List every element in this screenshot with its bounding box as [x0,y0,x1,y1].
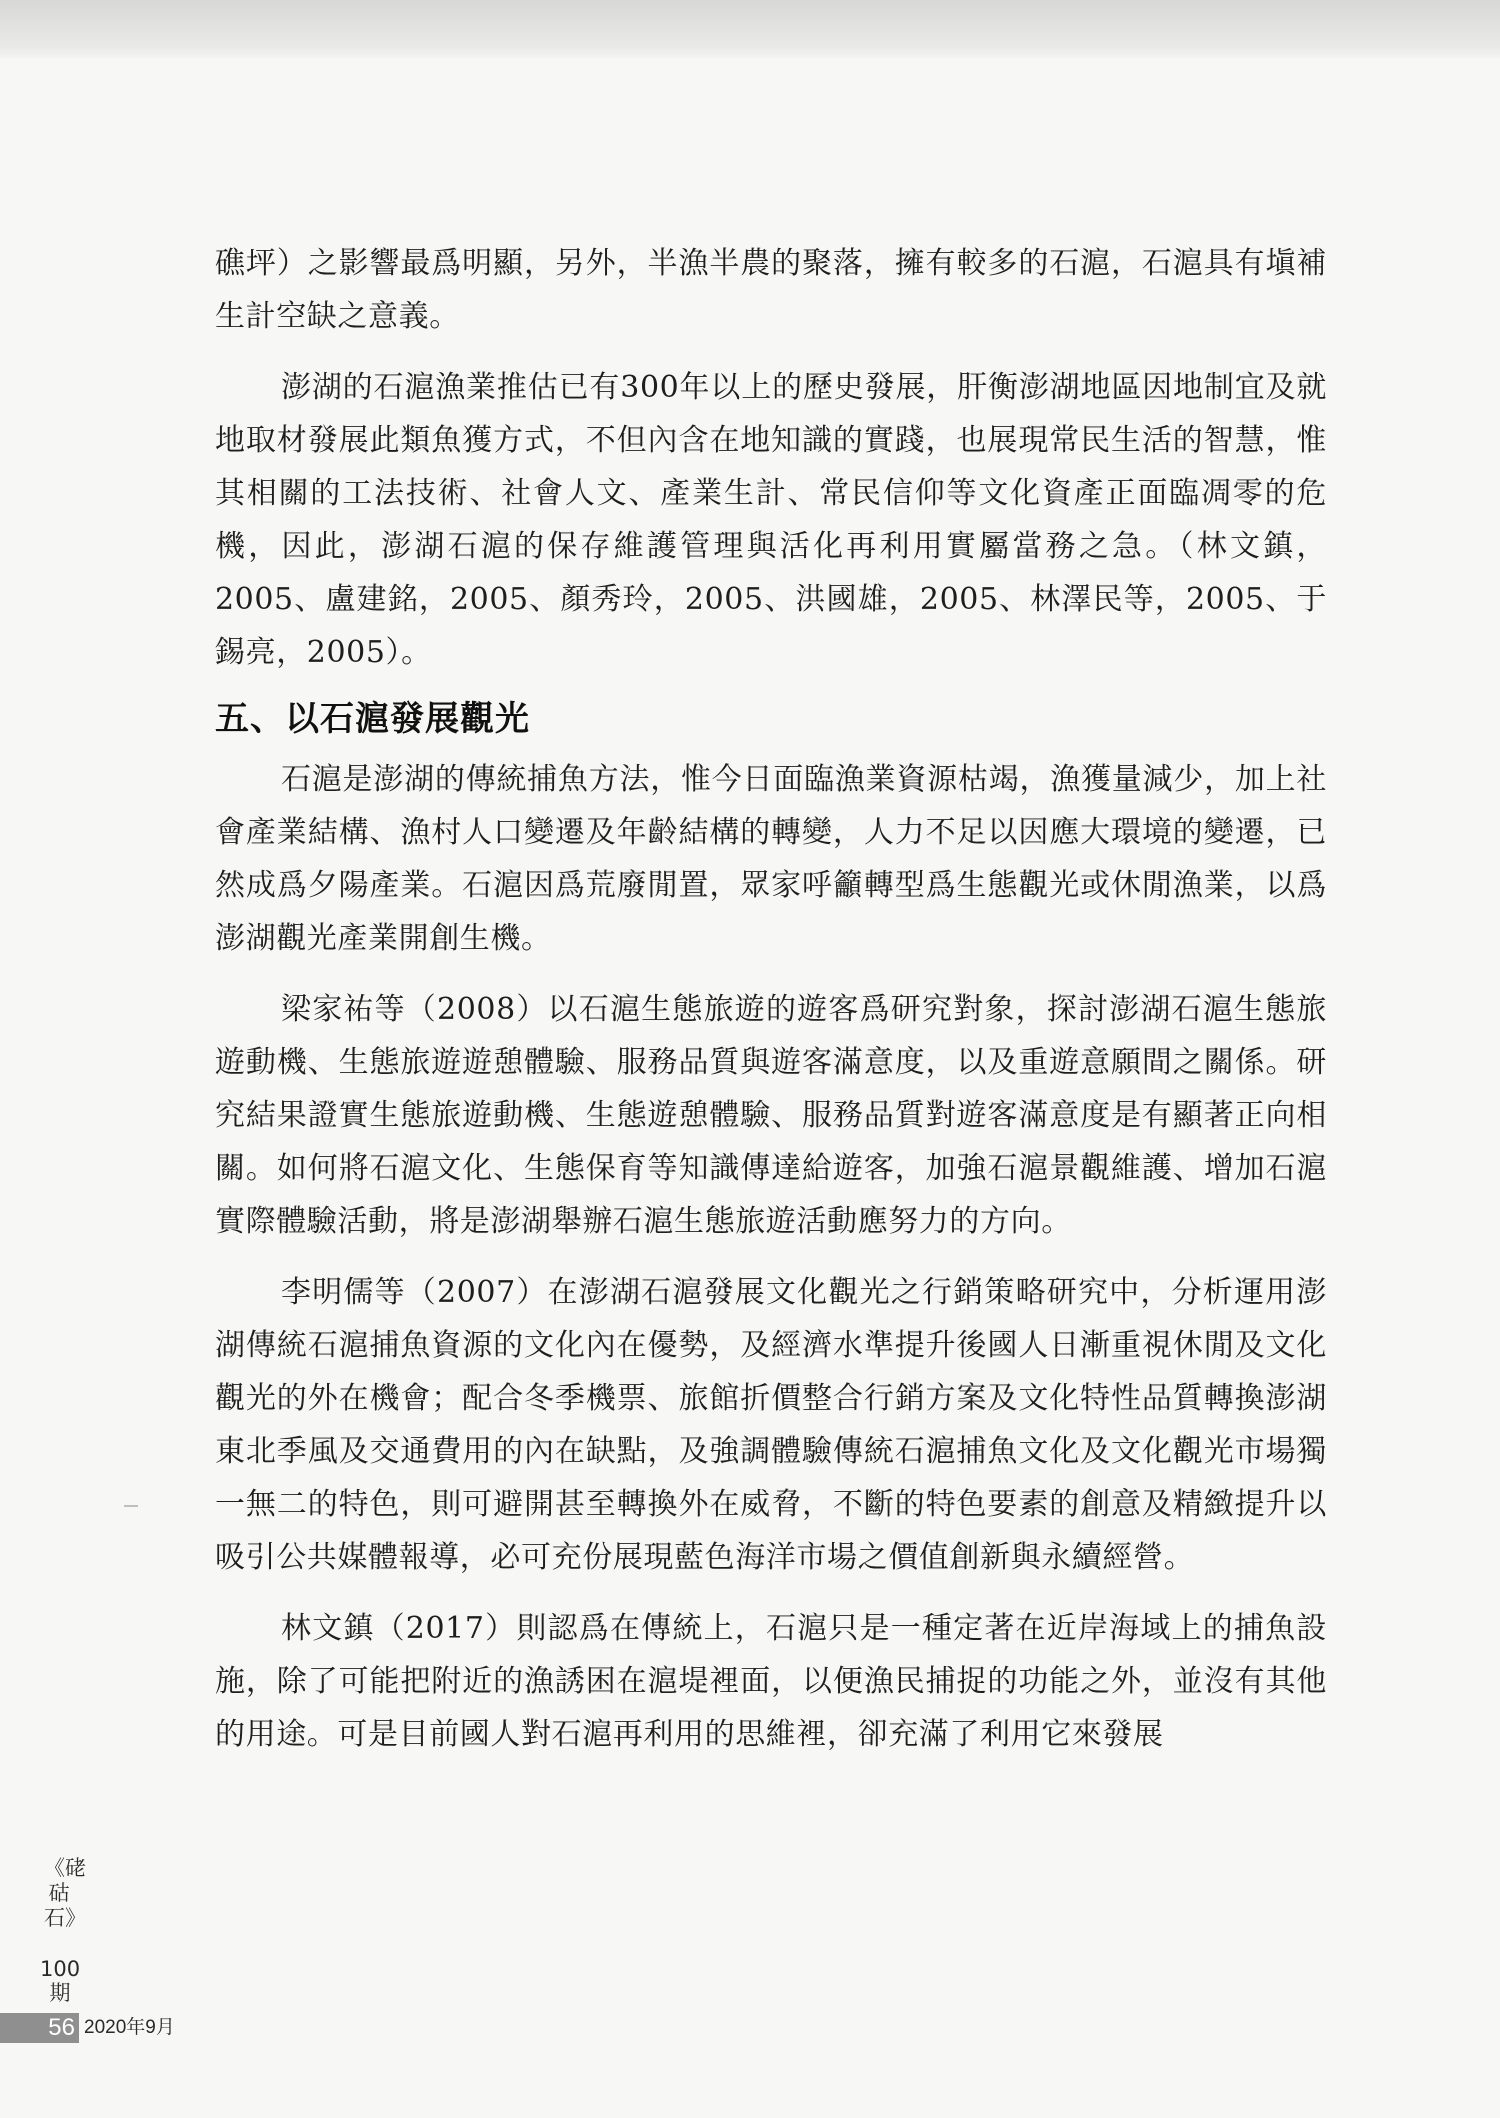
scan-mark [124,1505,138,1507]
paragraph-continued: 礁坪）之影響最爲明顯，另外，半漁半農的聚落，擁有較多的石滬，石滬具有塡補生計空缺之意義。 [215,246,1327,334]
issue-date: 2020年9月 [84,2017,175,2038]
paragraph: 林文鎮（2017）則認爲在傳統上，石滬只是一種定著在近岸海域上的捕魚設施，除了可能把附近的漁誘困在滬堤裡面，以便漁民捕捉的功能之外，並沒有其他的用途。可是目前國人對石滬再利用的思維裡，卻充滿了利用它來發展 [215,1611,1327,1752]
paragraph: 李明儒等（2007）在澎湖石滬發展文化觀光之行銷策略研究中，分析運用澎湖傳統石滬捕魚資源的文化內在優勢，及經濟水準提升後國人日漸重視休閒及文化觀光的外在機會；配合冬季機票、旅館折價整合行銷方案及文化特性品質轉換澎湖東北季風及交通費用的內在缺點，及強調體驗傳統石滬捕魚文化及文化觀光市場獨一無二的特色，則可避開甚至轉換外在威脅，不斷的特色要素的創意及精緻提升以吸引公共媒體報導，必可充份展現藍色海洋市場之價值創新與永續經營。 [215,1275,1327,1575]
page-number: 56 [48,2014,75,2041]
issue-number: 100 [40,1957,81,1981]
paragraph: 石滬是澎湖的傳統捕魚方法，惟今日面臨漁業資源枯竭，漁獲量減少，加上社會產業結構、漁村人口變遷及年齡結構的轉變，人力不足以因應大環境的變遷，已然成爲夕陽產業。石滬因爲荒廢閒置，眾家呼籲轉型爲生態觀光或休閒漁業，以爲澎湖觀光產業開創生機。 [215,762,1327,956]
magazine-title: 《硓𥑮石》 [44,1856,86,1930]
section-heading: 五、以石滬發展觀光 [215,699,530,739]
issue-unit: 期 [49,1981,71,2005]
scan-top-edge [0,0,1500,58]
paragraph: 澎湖的石滬漁業推估已有300年以上的歷史發展，肝衡澎湖地區因地制宜及就地取材發展此類魚獲方式，不但內含在地知識的實踐，也展現常民生活的智慧，惟其相關的工法技術、社會人文、產業生計、常民信仰等文化資產正面臨凋零的危機，因此，澎湖石滬的保存維護管理與活化再利用實屬當務之急。（林文鎮，2005、盧建銘，2005、顏秀玲，2005、洪國雄，2005、林澤民等，2005、于錫亮，2005）。 [215,370,1327,670]
paragraph: 梁家祐等（2008）以石滬生態旅遊的遊客爲研究對象，探討澎湖石滬生態旅遊動機、生態旅遊遊憩體驗、服務品質與遊客滿意度，以及重遊意願間之關係。研究結果證實生態旅遊動機、生態遊憩體驗、服務品質對遊客滿意度是有顯著正向相關。如何將石滬文化、生態保育等知識傳達給遊客，加強石滬景觀維護、增加石滬實際體驗活動，將是澎湖舉辦石滬生態旅遊活動應努力的方向。 [215,992,1327,1239]
article-body [215,237,1327,1761]
